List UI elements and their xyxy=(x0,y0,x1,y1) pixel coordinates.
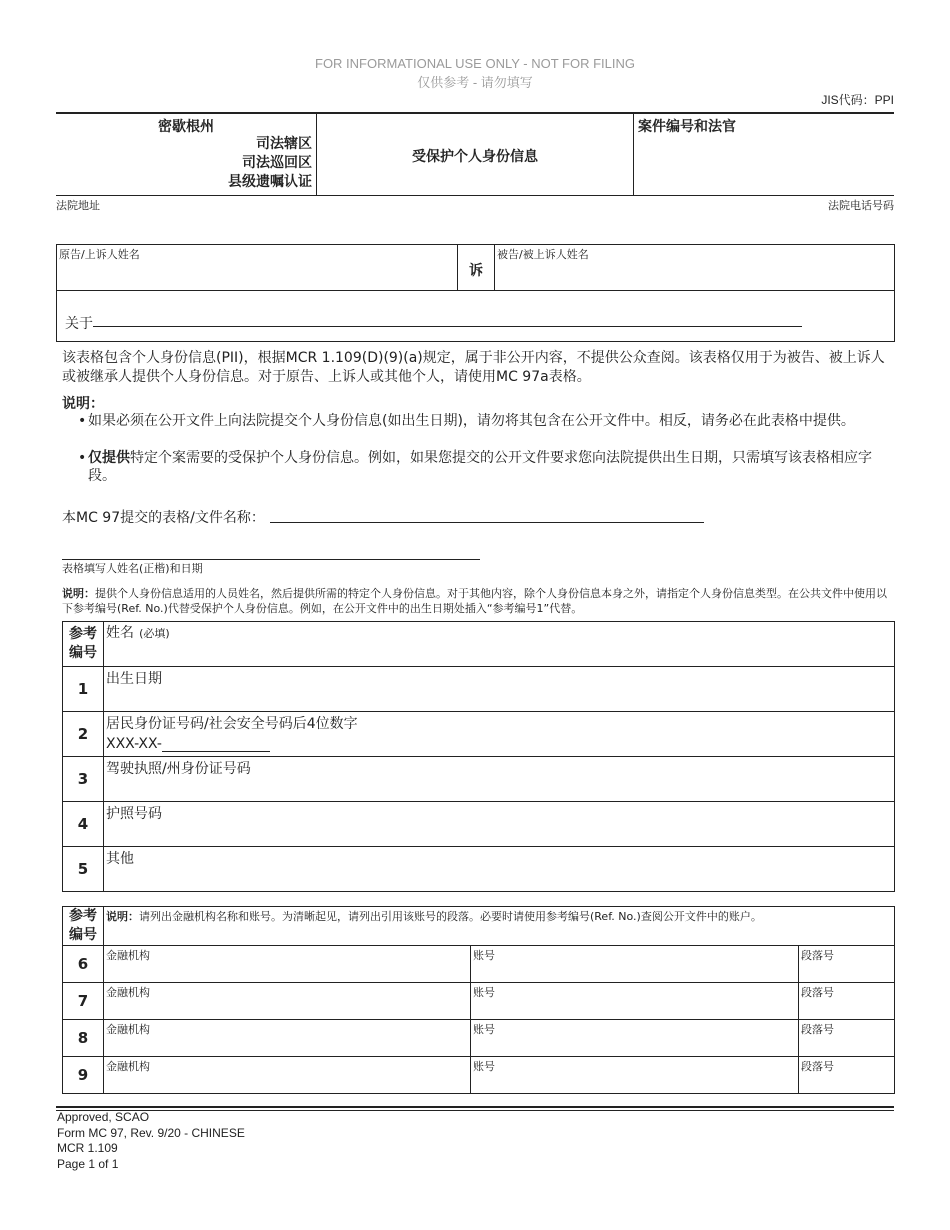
table-instructions-bold: 说明： xyxy=(62,587,95,600)
header-top-rule xyxy=(56,112,894,114)
jis-code: JIS代码：PPI xyxy=(821,93,894,107)
ref-number: 8 xyxy=(63,1020,104,1057)
table-row xyxy=(63,847,895,892)
header-divider-right xyxy=(633,113,634,196)
court-address-label: 法院地址 xyxy=(56,199,100,212)
plaintiff-label: 原告/上诉人姓名 xyxy=(59,248,140,261)
institution-cell[interactable] xyxy=(104,1057,471,1094)
in-re-label: 关于 xyxy=(65,316,93,332)
versus-label: 诉 xyxy=(469,263,483,279)
financial-instructions xyxy=(104,907,895,946)
form-title: 受保护个人身份信息 xyxy=(412,149,538,165)
instruction-bullet-2 xyxy=(78,449,890,485)
table-row xyxy=(63,946,895,983)
paragraph-cell[interactable] xyxy=(799,1057,895,1094)
versus-right-rule xyxy=(494,245,495,290)
court-line-district: 司法辖区 xyxy=(256,136,312,152)
header-bottom-rule xyxy=(56,195,894,196)
paragraph-label: 段落号 xyxy=(801,1060,834,1073)
pii-table xyxy=(62,621,895,892)
instruction-bullet-1 xyxy=(78,412,890,430)
case-number-label: 案件编号和法官 xyxy=(638,119,736,135)
form-name-label: 本MC 97提交的表格/文件名称： xyxy=(62,510,265,526)
bullet-dot: • xyxy=(78,450,87,466)
institution-label: 金融机构 xyxy=(106,1060,150,1073)
account-cell[interactable] xyxy=(471,1057,799,1094)
bullet-2-bold: 仅提供 xyxy=(88,450,130,466)
institution-label: 金融机构 xyxy=(106,1023,150,1036)
ssn-cell[interactable] xyxy=(104,712,895,757)
intro-paragraph: 该表格包含个人身份信息(PII)，根据MCR 1.109(D)(9)(a)规定，属于非公开内容，不提供公众查阅。该表格仅用于为被告、被上诉人或被继承人提供个人身份信息。对于原告、上诉人或其他个人，请使用MC 97a表格。 xyxy=(62,350,885,385)
table-row xyxy=(63,983,895,1020)
financial-table xyxy=(62,906,895,1094)
ssn-label: 居民身份证号码/社会安全号码后4位数字 xyxy=(106,716,358,732)
account-cell[interactable] xyxy=(471,1020,799,1057)
institution-cell[interactable] xyxy=(104,1020,471,1057)
account-label: 账号 xyxy=(473,949,495,962)
ref-number: 2 xyxy=(63,712,104,757)
court-type-list xyxy=(56,135,312,192)
account-label: 账号 xyxy=(473,1023,495,1036)
paragraph-cell[interactable] xyxy=(799,983,895,1020)
table-row xyxy=(63,802,895,847)
other-label: 其他 xyxy=(106,851,134,867)
ref-header: 参考 编号 xyxy=(63,907,104,946)
dob-cell[interactable] xyxy=(104,667,895,712)
paragraph-label: 段落号 xyxy=(801,1023,834,1036)
ref-number: 9 xyxy=(63,1057,104,1094)
table-row xyxy=(63,1057,895,1094)
ref-number: 4 xyxy=(63,802,104,847)
fin-instr-text: 请列出金融机构名称和账号。为清晰起见，请列出引用该账号的段落。必要时请使用参考编号(Ref. No.)查阅公开文件中的账户。 xyxy=(139,910,762,923)
passport-cell[interactable] xyxy=(104,802,895,847)
defendant-label: 被告/被上诉人姓名 xyxy=(497,248,589,261)
license-cell[interactable] xyxy=(104,757,895,802)
form-footer xyxy=(57,1110,245,1172)
in-re-field[interactable] xyxy=(93,325,802,327)
court-phone-label: 法院电话号码 xyxy=(828,199,894,212)
account-cell[interactable] xyxy=(471,983,799,1020)
fin-instr-bold: 说明： xyxy=(106,910,139,923)
paragraph-cell[interactable] xyxy=(799,946,895,983)
bullet-dot: • xyxy=(78,413,87,429)
ref-number: 6 xyxy=(63,946,104,983)
informational-banner: FOR INFORMATIONAL USE ONLY - NOT FOR FILING xyxy=(315,56,635,71)
table-instructions xyxy=(62,586,890,616)
institution-label: 金融机构 xyxy=(106,949,150,962)
footer-rule-ref: MCR 1.109 xyxy=(57,1141,118,1155)
account-label: 账号 xyxy=(473,986,495,999)
ref-number: 3 xyxy=(63,757,104,802)
name-required: (必填) xyxy=(139,627,170,640)
court-line-circuit: 司法巡回区 xyxy=(242,155,312,171)
court-line-probate: 县级遗嘱认证 xyxy=(228,174,312,190)
table-row xyxy=(63,667,895,712)
footer-rule xyxy=(56,1106,894,1108)
table-row xyxy=(63,622,895,667)
table-row xyxy=(63,712,895,757)
ref-number: 1 xyxy=(63,667,104,712)
license-label: 驾驶执照/州身份证号码 xyxy=(106,761,251,777)
informational-banner-zh: 仅供参考 - 请勿填写 xyxy=(417,75,533,90)
other-cell[interactable] xyxy=(104,847,895,892)
bullet-2-text: 特定个案需要的受保护个人身份信息。例如，如果您提交的公开文件要求您向法院提供出生日期，只需填写该表格相应字段。 xyxy=(88,450,872,484)
institution-label: 金融机构 xyxy=(106,986,150,999)
ref-number: 7 xyxy=(63,983,104,1020)
account-label: 账号 xyxy=(473,1060,495,1073)
instructions-heading: 说明： xyxy=(62,396,104,412)
ssn-prefix: XXX-XX- xyxy=(106,736,162,752)
form-name-field[interactable] xyxy=(270,522,704,523)
footer-form-number: Form MC 97, Rev. 9/20 - CHINESE xyxy=(57,1125,245,1140)
plaintiff-name-field[interactable] xyxy=(59,261,455,289)
state-name: 密歇根州 xyxy=(158,119,214,135)
ref-number: 5 xyxy=(63,847,104,892)
table-row xyxy=(63,907,895,946)
name-cell[interactable] xyxy=(104,622,895,667)
parties-divider xyxy=(57,290,894,291)
parties-box xyxy=(56,244,895,342)
footer-approved: Approved, SCAO xyxy=(57,1110,150,1124)
ssn-last4-field[interactable] xyxy=(162,737,270,752)
bullet-1-text: 如果必须在公开文件上向法院提交个人身份信息(如出生日期)，请勿将其包含在公开文件中。相反，请务必在此表格中提供。 xyxy=(88,413,855,429)
table-row xyxy=(63,757,895,802)
table-instructions-text: 提供个人身份信息适用的人员姓名，然后提供所需的特定个人身份信息。对于其他内容，除个人身份信息本身之外，请指定个人身份信息类型。在公共文件中使用以下参考编号(Ref. No.)代替受保护个人身份信息。例如，在公开文件中的出生日期处插入“参考编号1”代替。 xyxy=(62,587,887,615)
institution-cell[interactable] xyxy=(104,983,471,1020)
name-label: 姓名 xyxy=(106,625,134,641)
table-row xyxy=(63,1020,895,1057)
case-number-field[interactable] xyxy=(638,134,890,192)
defendant-name-field[interactable] xyxy=(497,261,891,289)
institution-cell[interactable] xyxy=(104,946,471,983)
dob-label: 出生日期 xyxy=(106,671,162,687)
passport-label: 护照号码 xyxy=(106,806,162,822)
paragraph-cell[interactable] xyxy=(799,1020,895,1057)
ref-header: 参考 编号 xyxy=(63,622,104,667)
paragraph-label: 段落号 xyxy=(801,986,834,999)
account-cell[interactable] xyxy=(471,946,799,983)
footer-page: Page 1 of 1 xyxy=(57,1156,119,1171)
signer-label: 表格填写人姓名(正楷)和日期 xyxy=(62,562,203,575)
paragraph-label: 段落号 xyxy=(801,949,834,962)
